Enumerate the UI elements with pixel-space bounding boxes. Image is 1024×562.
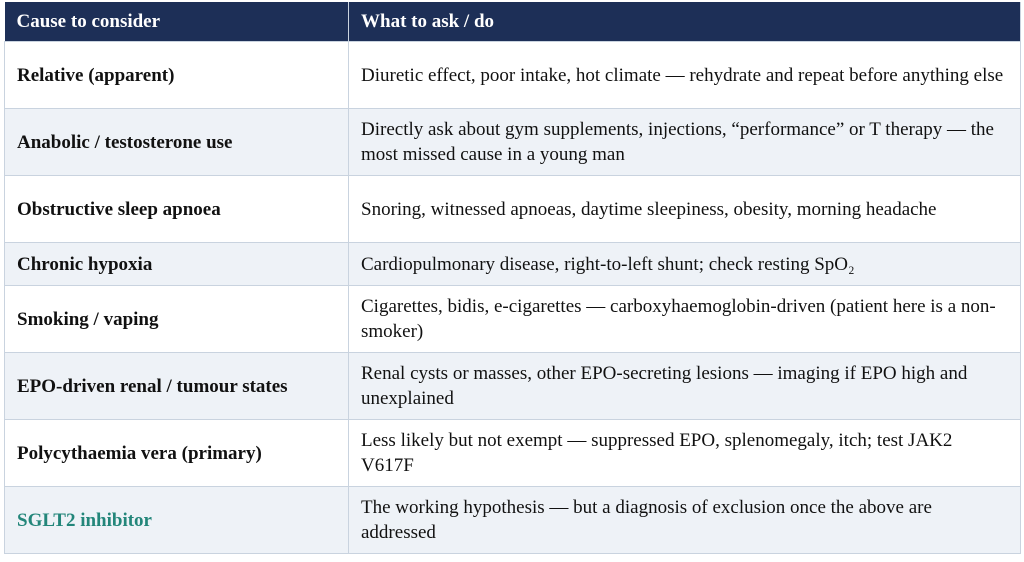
cause-cell: Relative (apparent)	[5, 42, 349, 109]
action-cell: Diuretic effect, poor intake, hot climate — rehydrate and repeat before anything else	[349, 42, 1021, 109]
cause-cell: Smoking / vaping	[5, 286, 349, 353]
table-header-row	[5, 2, 1021, 42]
table-row	[5, 353, 1021, 420]
cause-cell-highlighted: SGLT2 inhibitor	[5, 487, 349, 554]
action-cell: Directly ask about gym supplements, injections, “performance” or T therapy — the most missed cause in a young man	[349, 109, 1021, 176]
differential-table	[4, 2, 1021, 554]
cause-cell: Chronic hypoxia	[5, 243, 349, 286]
table-row	[5, 487, 1021, 554]
table-row	[5, 286, 1021, 353]
action-cell: Less likely but not exempt — suppressed EPO, splenomegaly, itch; test JAK2 V617F	[349, 420, 1021, 487]
action-cell: Cardiopulmonary disease, right-to-left shunt; check resting SpO₂	[349, 243, 1021, 286]
cause-cell: Polycythaemia vera (primary)	[5, 420, 349, 487]
cause-cell: EPO-driven renal / tumour states	[5, 353, 349, 420]
cause-cell: Anabolic / testosterone use	[5, 109, 349, 176]
table-row	[5, 42, 1021, 109]
cause-cell: Obstructive sleep apnoea	[5, 176, 349, 243]
action-cell: The working hypothesis — but a diagnosis of exclusion once the above are addressed	[349, 487, 1021, 554]
column-header-cause: Cause to consider	[5, 2, 349, 42]
action-cell: Snoring, witnessed apnoeas, daytime sleepiness, obesity, morning headache	[349, 176, 1021, 243]
action-cell: Cigarettes, bidis, e-cigarettes — carboxyhaemoglobin-driven (patient here is a non-smoker)	[349, 286, 1021, 353]
column-header-action: What to ask / do	[349, 2, 1021, 42]
table-row	[5, 420, 1021, 487]
table-row	[5, 243, 1021, 286]
table-row	[5, 109, 1021, 176]
table-row	[5, 176, 1021, 243]
action-cell: Renal cysts or masses, other EPO-secreting lesions — imaging if EPO high and unexplained	[349, 353, 1021, 420]
